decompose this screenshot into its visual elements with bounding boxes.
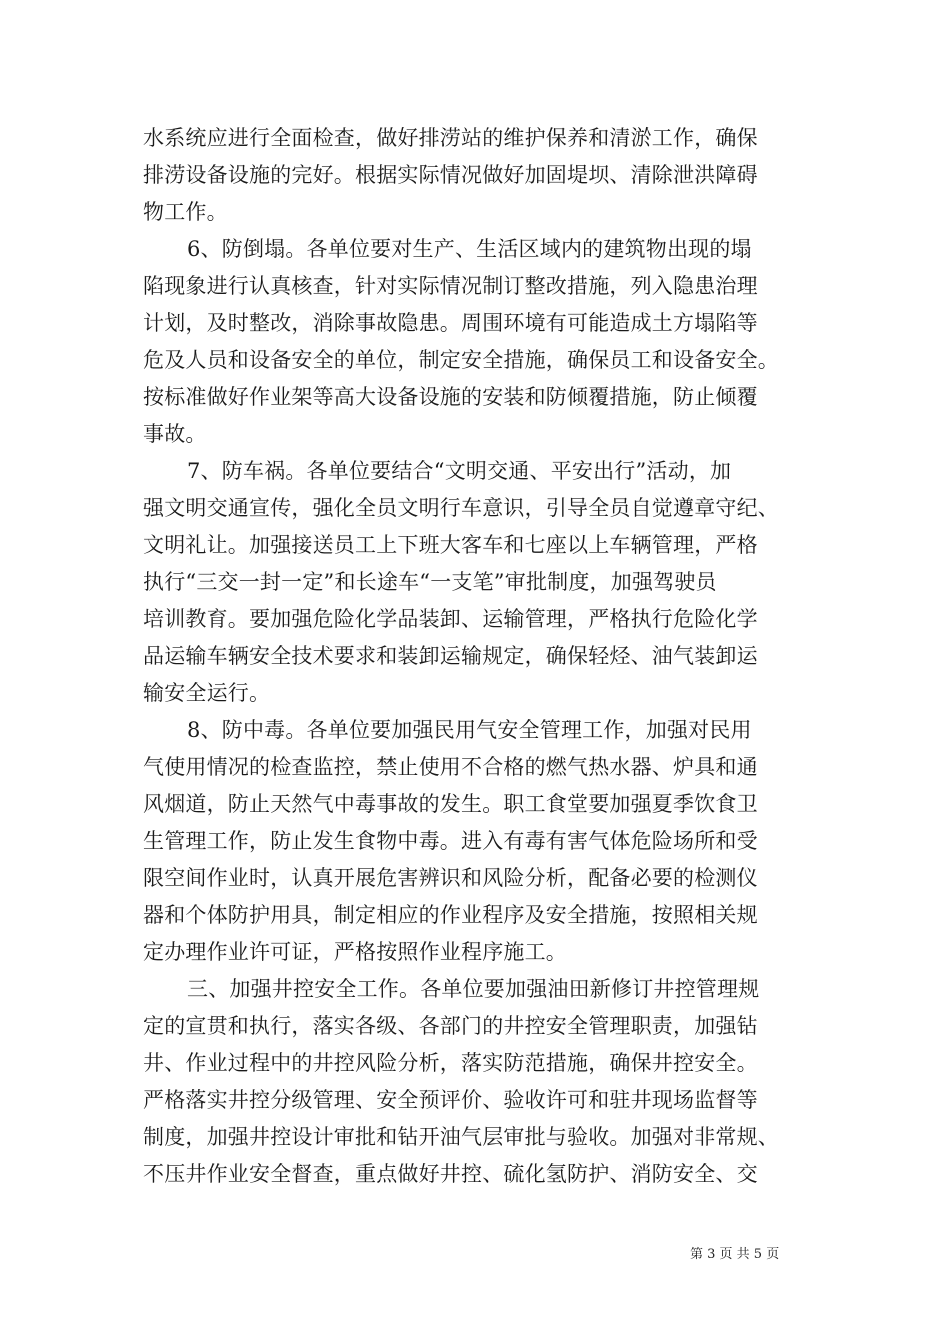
text-line: 执行“三交一封一定”和长途车“一支笔”审批制度，加强驾驶员 — [143, 570, 717, 594]
text-line: 不压井作业安全督查，重点做好井控、硫化氢防护、消防安全、交 — [143, 1162, 758, 1186]
text-line: 强文明交通宣传，强化全员文明行车意识，引导全员自觉遵章守纪、 — [143, 496, 779, 520]
text-line: 定办理作业许可证，严格按照作业程序施工。 — [143, 940, 567, 964]
paragraph-start-line: 7、防车祸。各单位要结合“文明交通、平安出行”活动，加 — [187, 459, 732, 483]
text-line: 事故。 — [143, 422, 207, 446]
text-line: 文明礼让。加强接送员工上下班大客车和七座以上车辆管理，严格 — [143, 533, 758, 557]
text-line: 限空间作业时，认真开展危害辨识和风险分析，配备必要的检测仪 — [143, 866, 758, 890]
paragraph-start-line: 三、加强井控安全工作。各单位要加强油田新修订井控管理规 — [187, 977, 760, 1001]
text-line: 制度，加强井控设计审批和钻开油气层审批与验收。加强对非常规、 — [143, 1125, 779, 1149]
text-line: 培训教育。要加强危险化学品装卸、运输管理，严格执行危险化学 — [143, 607, 758, 631]
text-line: 输安全运行。 — [143, 681, 271, 705]
text-line: 严格落实井控分级管理、安全预评价、验收许可和驻井现场监督等 — [143, 1088, 758, 1112]
text-line: 按标准做好作业架等高大设备设施的安装和防倾覆措施，防止倾覆 — [143, 385, 758, 409]
text-line: 器和个体防护用具，制定相应的作业程序及安全措施，按照相关规 — [143, 903, 758, 927]
page-number: 第 3 页 共 5 页 — [690, 1247, 780, 1262]
text-line: 品运输车辆安全技术要求和装卸运输规定，确保轻烃、油气装卸运 — [143, 644, 758, 668]
text-line: 陷现象进行认真核查，针对实际情况制订整改措施，列入隐患治理 — [143, 274, 758, 298]
paragraph-start-line: 8、防中毒。各单位要加强民用气安全管理工作，加强对民用 — [187, 718, 752, 742]
text-line: 生管理工作，防止发生食物中毒。进入有毒有害气体危险场所和受 — [143, 829, 758, 853]
text-line: 井、作业过程中的井控风险分析，落实防范措施，确保井控安全。 — [143, 1051, 758, 1075]
text-line: 排涝设备设施的完好。根据实际情况做好加固堤坝、清除泄洪障碍 — [143, 163, 758, 187]
text-line: 风烟道，防止天然气中毒事故的发生。职工食堂要加强夏季饮食卫 — [143, 792, 758, 816]
text-line: 水系统应进行全面检查，做好排涝站的维护保养和清淤工作，确保 — [143, 126, 758, 150]
paragraph-start-line: 6、防倒塌。各单位要对生产、生活区域内的建筑物出现的塌 — [187, 237, 752, 261]
text-line: 物工作。 — [143, 200, 228, 224]
text-line: 危及人员和设备安全的单位，制定安全措施，确保员工和设备安全。 — [143, 348, 779, 372]
text-line: 气使用情况的检查监控，禁止使用不合格的燃气热水器、炉具和通 — [143, 755, 758, 779]
text-line: 计划，及时整改，消除事故隐患。周围环境有可能造成土方塌陷等 — [143, 311, 758, 335]
text-line: 定的宣贯和执行，落实各级、各部门的井控安全管理职责，加强钻 — [143, 1014, 758, 1038]
